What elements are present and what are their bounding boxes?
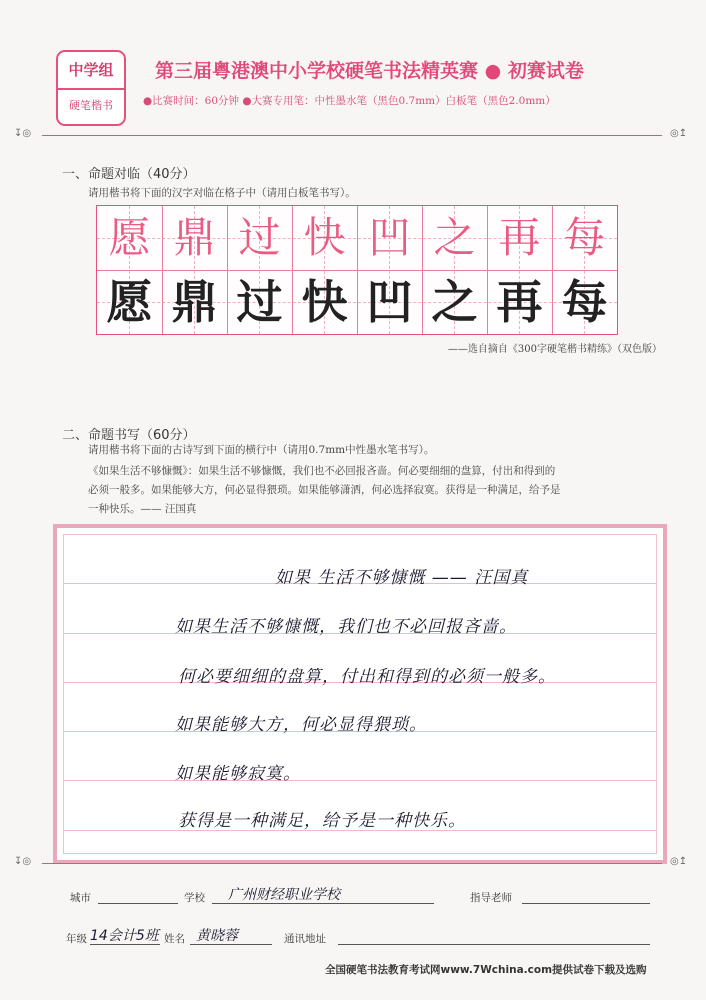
top-divider: [42, 135, 662, 136]
handwritten-char: 再: [496, 275, 543, 329]
section2-desc: 请用楷书将下面的古诗写到下面的横行中（请用0.7mm中性墨水笔书写）。: [88, 444, 435, 456]
title-tail: 初赛试卷: [507, 60, 584, 82]
model-char: 凹: [368, 213, 411, 262]
poem-line: 《如果生活不够慷慨》：如果生活不够慷慨，我们也不必回报吝啬。何必要细细的盘算，付出和得到的: [88, 465, 556, 477]
model-char: 过: [238, 213, 281, 262]
right-mark-icon: ◎↥: [670, 856, 688, 867]
bottom-divider: [42, 863, 662, 864]
model-char: 之: [433, 213, 476, 262]
handwritten-line: 何必要细细的盘算，付出和得到的必须一般多。: [178, 667, 556, 687]
model-char: 鼎: [173, 213, 216, 262]
name-value: 黄晓蓉: [196, 928, 238, 944]
section2-title: 二、命题书写（60分）: [62, 428, 196, 443]
school-label: 学校: [184, 892, 205, 904]
section1-title: 一、命题对临（40分）: [62, 167, 196, 182]
address-field[interactable]: [338, 944, 650, 945]
source-note: ——选自摘自《300字硬笔楷书精练》（双色版）: [447, 344, 662, 355]
handwritten-char: 凹: [366, 275, 413, 329]
model-char: 愿: [108, 213, 151, 262]
name-label: 姓名: [164, 933, 185, 945]
model-char: 每: [563, 213, 606, 262]
address-label: 通讯地址: [284, 933, 326, 945]
handwritten-line: 如果能够寂寞。: [175, 764, 301, 784]
handwritten-line: 如果生活不够慷慨，我们也不必回报吝啬。: [175, 617, 517, 637]
model-char: 快: [303, 213, 346, 262]
teacher-label: 指导老师: [470, 892, 512, 904]
badge-group-label: 中学组: [58, 52, 124, 90]
handwritten-char: 之: [431, 275, 478, 329]
handwritten-char: 每: [561, 275, 608, 329]
title-dot: ●: [484, 60, 502, 82]
city-label: 城市: [70, 892, 91, 904]
page-title: [155, 56, 584, 83]
city-field[interactable]: [98, 903, 178, 904]
practice-grid: [96, 205, 618, 335]
handwritten-heading: 如果 生活不够慷慨 —— 汪国真: [275, 568, 529, 588]
poem-line: 一种快乐。—— 汪国真: [88, 503, 197, 515]
exam-info: ●比赛时间：60分钟 ●大赛专用笔：中性墨水笔（黑色0.7mm）白板笔（黑色2.0mm）: [143, 95, 556, 107]
right-mark-icon: ◎↥: [670, 128, 688, 139]
handwritten-line: 如果能够大方，何必显得猥琐。: [175, 715, 427, 735]
left-mark-icon: ↧◎: [14, 856, 32, 867]
grade-value: 14会计5班: [90, 928, 159, 944]
school-value: 广州财经职业学校: [228, 887, 340, 903]
section1-desc: 请用楷书将下面的汉字对临在格子中（请用白板笔书写）。: [88, 187, 356, 199]
title-main: 第三届粤港澳中小学校硬笔书法精英赛: [155, 60, 479, 82]
group-badge: [56, 50, 126, 126]
handwritten-char: 愿: [106, 275, 153, 329]
model-char: 再: [498, 213, 541, 262]
handwritten-char: 鼎: [171, 275, 218, 329]
website-note: 全国硬笔书法教育考试网www.7Wchina.com提供试卷下载及选购: [325, 964, 647, 976]
teacher-field[interactable]: [522, 903, 650, 904]
handwritten-char: 快: [301, 275, 348, 329]
poem-line: 必须一般多。如果能够大方，何必显得猥琐。如果能够潇洒，何必选择寂寞。获得是一种满足，给予是: [88, 484, 561, 496]
handwritten-line: 获得是一种满足，给予是一种快乐。: [178, 811, 466, 831]
badge-style-label: 硬笔楷书: [69, 99, 113, 112]
left-mark-icon: ↧◎: [14, 128, 32, 139]
grade-label: 年级: [66, 933, 87, 945]
handwritten-char: 过: [236, 275, 283, 329]
